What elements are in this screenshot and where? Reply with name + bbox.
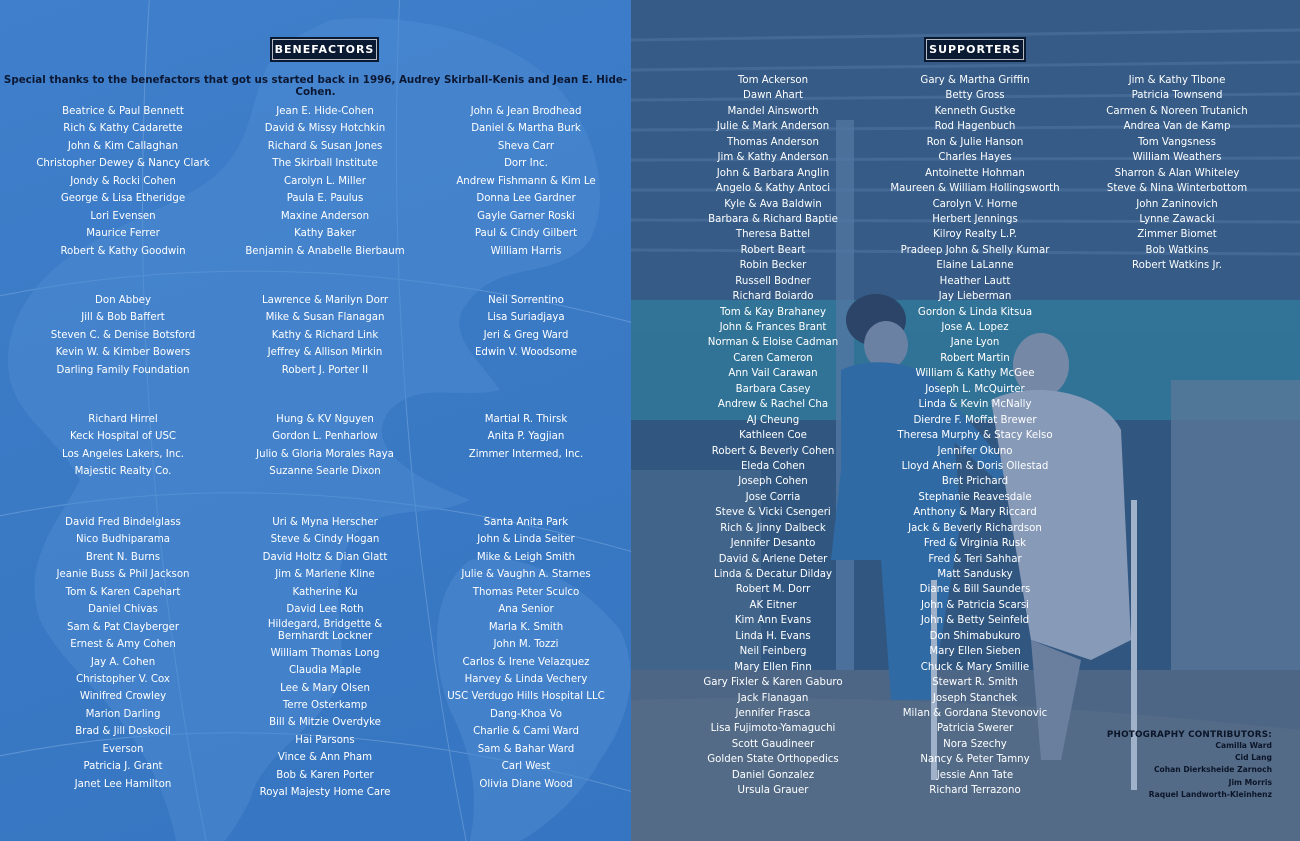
supporter-name: Chuck & Mary Smillie — [920, 661, 1030, 673]
benefactor-name: Christopher Dewey & Nancy Clark — [36, 158, 210, 170]
photography-contributor: Camilla Ward — [1215, 741, 1272, 750]
supporter-name: Jim & Kathy Anderson — [717, 152, 829, 164]
supporter-name: Richard Terrazono — [929, 785, 1021, 797]
benefactor-name: Maxine Anderson — [280, 210, 370, 222]
benefactor-name: Santa Anita Park — [483, 517, 569, 528]
benefactor-name: Daniel Chivas — [88, 604, 158, 616]
supporter-name: Zimmer Biomet — [1137, 229, 1217, 241]
benefactors-page — [0, 0, 631, 841]
supporter-name: Barbara Casey — [735, 383, 811, 395]
benefactor-name: Sam & Bahar Ward — [477, 743, 575, 755]
supporter-name: Stewart R. Smith — [932, 677, 1018, 689]
supporter-name: Nora Szechy — [943, 738, 1007, 750]
benefactor-name: Janet Lee Hamilton — [74, 778, 172, 790]
supporter-name: Robert & Beverly Cohen — [711, 445, 835, 457]
benefactor-column — [225, 514, 425, 802]
supporter-name: Betty Gross — [945, 90, 1005, 102]
supporter-name: Jim & Kathy Tibone — [1128, 75, 1226, 86]
benefactor-name: Rich & Kathy Cadarette — [63, 123, 183, 135]
benefactor-name: Mike & Susan Flanagan — [265, 312, 385, 324]
supporter-name: Scott Gaudineer — [731, 738, 815, 750]
benefactor-name: Sam & Pat Clayberger — [66, 621, 180, 633]
supporter-name: Fred & Teri Sahhar — [928, 553, 1022, 565]
benefactor-name: Ernest & Amy Cohen — [70, 639, 176, 651]
benefactor-name: Robert & Kathy Goodwin — [60, 245, 186, 257]
benefactor-name: Nico Budhiparama — [75, 534, 171, 546]
benefactor-name: Jean E. Hide-Cohen — [276, 106, 374, 117]
benefactor-column — [23, 292, 223, 379]
supporter-name: Robert Beart — [740, 244, 806, 256]
benefactor-name: Neil Sorrentino — [488, 295, 564, 306]
benefactor-name: Jeanie Buss & Phil Jackson — [56, 569, 190, 581]
supporter-name: Kyle & Ava Baldwin — [724, 198, 822, 210]
supporter-name: Don Shimabukuro — [929, 630, 1021, 642]
benefactor-name: Darling Family Foundation — [56, 364, 190, 376]
benefactor-name: Jill & Bob Baffert — [81, 312, 165, 324]
supporter-name: Linda & Decatur Dilday — [713, 569, 833, 580]
benefactor-name: David Lee Roth — [286, 604, 364, 616]
supporter-name: Patricia Townsend — [1131, 90, 1223, 102]
supporter-name: AK Eitner — [749, 599, 797, 611]
benefactor-name: David & Missy Hotchkin — [264, 123, 386, 135]
supporter-name: Robert Martin — [940, 352, 1010, 364]
supporter-name: Norman & Eloise Cadman — [707, 337, 839, 349]
supporter-name: Anthony & Mary Riccard — [913, 507, 1037, 519]
supporter-name: Joseph Stanchek — [932, 692, 1018, 704]
benefactors-heading: BENEFACTORS — [271, 38, 378, 61]
supporter-name: Pradeep John & Shelly Kumar — [900, 244, 1050, 256]
supporter-name: Jack Flanagan — [737, 692, 809, 704]
supporter-name: Bob Watkins — [1145, 244, 1209, 256]
supporter-name: Bret Prichard — [941, 476, 1009, 488]
supporter-name: Elaine LaLanne — [936, 260, 1014, 272]
benefactor-name: Olivia Diane Wood — [479, 778, 573, 790]
benefactor-name: George & Lisa Etheridge — [60, 193, 186, 205]
benefactor-name: Royal Majesty Home Care — [259, 787, 391, 799]
supporter-name: Rich & Jinny Dalbeck — [720, 522, 826, 534]
supporter-name: Maureen & William Hollingsworth — [890, 183, 1060, 195]
supporter-name: John & Patricia Scarsi — [920, 599, 1030, 611]
supporter-name: John & Frances Brant — [719, 322, 827, 333]
supporter-name: Steve & Nina Winterbottom — [1106, 183, 1248, 195]
supporter-name: Charles Hayes — [938, 152, 1012, 164]
benefactor-name: Lisa Suriadjaya — [487, 312, 565, 324]
benefactor-name: Charlie & Cami Ward — [473, 726, 579, 738]
supporter-name: William & Kathy McGee — [915, 368, 1035, 380]
supporter-name: Carmen & Noreen Trutanich — [1106, 105, 1248, 117]
benefactor-name: Zimmer Intermed, Inc. — [468, 448, 584, 460]
benefactor-name: Don Abbey — [95, 295, 151, 306]
supporter-name: Herbert Jennings — [932, 213, 1018, 225]
supporter-name: Ron & Julie Hanson — [926, 136, 1024, 148]
benefactor-name: Marion Darling — [85, 708, 161, 720]
supporter-name: Diane & Bill Saunders — [919, 584, 1031, 596]
benefactor-name: Patricia J. Grant — [83, 761, 163, 773]
benefactor-name: Marla K. Smith — [488, 621, 564, 633]
supporter-column — [870, 73, 1080, 799]
supporter-name: Fred & Virginia Rusk — [923, 538, 1027, 550]
benefactor-column — [426, 411, 626, 463]
benefactor-name: Winifred Crowley — [79, 691, 167, 703]
benefactor-name: John & Jean Brodhead — [470, 106, 582, 117]
supporter-name: Ursula Grauer — [737, 785, 809, 797]
supporter-name: Kathleen Coe — [739, 430, 807, 442]
benefactor-name: Brent N. Burns — [85, 551, 161, 563]
supporter-name: Golden State Orthopedics — [707, 754, 839, 766]
benefactor-name: John M. Tozzi — [493, 639, 559, 651]
supporter-name: Joseph Cohen — [738, 476, 808, 488]
benefactor-name: William Thomas Long — [270, 647, 380, 659]
benefactor-name: Kevin W. & Kimber Bowers — [55, 347, 191, 359]
supporter-name: John & Betty Seinfeld — [920, 615, 1030, 627]
supporter-name: Russell Bodner — [735, 275, 811, 287]
benefactor-name: Julio & Gloria Morales Raya — [256, 448, 394, 460]
benefactor-name: Robert J. Porter II — [281, 364, 369, 376]
benefactor-name: Kathy & Richard Link — [271, 329, 379, 341]
benefactor-name: The Skirball Institute — [272, 158, 378, 170]
benefactor-name: Dang-Khoa Vo — [490, 708, 562, 720]
benefactor-column — [225, 292, 425, 379]
benefactor-column — [23, 103, 223, 260]
benefactor-name: Donna Lee Gardner — [476, 193, 576, 205]
supporter-name: Gordon & Linda Kitsua — [917, 306, 1033, 318]
benefactor-name: Andrew Fishmann & Kim Le — [456, 175, 596, 187]
benefactor-column — [426, 514, 626, 793]
benefactor-name: Brad & Jill Doskocil — [75, 726, 171, 738]
supporter-name: Gary Fixler & Karen Gaburo — [703, 677, 843, 689]
benefactor-name: Ana Senior — [498, 604, 554, 616]
benefactor-name: Bill & Mitzie Overdyke — [269, 717, 381, 729]
supporter-name: Rod Hagenbuch — [934, 121, 1016, 133]
supporters-page — [631, 0, 1300, 841]
benefactor-name: Keck Hospital of USC — [69, 431, 177, 443]
supporter-name: Tom Ackerson — [737, 75, 809, 86]
benefactor-name: USC Verdugo Hills Hospital LLC — [447, 691, 605, 703]
benefactor-name: Vince & Ann Pham — [277, 752, 373, 764]
benefactor-name: Kathy Baker — [294, 228, 356, 240]
supporter-name: Richard Boiardo — [732, 291, 814, 303]
benefactor-name: Carl West — [501, 761, 551, 773]
benefactor-name: Gordon L. Penharlow — [272, 431, 378, 443]
supporter-name: Milan & Gordana Stevonovic — [902, 707, 1048, 719]
photography-contributor: Cid Lang — [1234, 753, 1272, 763]
supporter-name: Neil Feinberg — [739, 646, 807, 658]
supporters-heading: SUPPORTERS — [925, 38, 1025, 61]
supporter-name: William Weathers — [1132, 152, 1222, 164]
photography-contributor: Cohan Dierksheide Zarnoch — [1153, 765, 1272, 775]
supporter-name: Thomas Anderson — [727, 136, 819, 148]
supporter-name: Theresa Battel — [735, 229, 811, 241]
supporter-name: John Zaninovich — [1136, 198, 1218, 210]
benefactor-name: Maurice Ferrer — [86, 228, 160, 240]
supporter-name: Patricia Swerer — [936, 723, 1014, 735]
supporter-name: Lloyd Ahern & Doris Ollestad — [901, 460, 1049, 472]
benefactor-column — [426, 103, 626, 260]
benefactor-name: Daniel & Martha Burk — [471, 123, 581, 135]
benefactor-name: Anita P. Yagjian — [487, 431, 565, 443]
supporter-name: Eleda Cohen — [740, 460, 805, 472]
photography-credits-title: PHOTOGRAPHY CONTRIBUTORS: — [1106, 730, 1272, 740]
benefactor-name: Sheva Carr — [497, 140, 555, 152]
photography-contributor: Jim Morris — [1228, 777, 1272, 787]
benefactor-name: Uri & Myna Herscher — [272, 517, 378, 528]
benefactor-name: Jay A. Cohen — [90, 656, 156, 668]
supporter-name: Dawn Ahart — [743, 90, 803, 102]
supporter-name: Mandel Ainsworth — [727, 105, 819, 117]
supporter-name: Lynne Zawacki — [1139, 213, 1215, 225]
benefactor-name: Beatrice & Paul Bennett — [62, 106, 184, 117]
supporter-name: Andrew & Rachel Cha — [717, 399, 829, 411]
benefactor-name: David Holtz & Dian Glatt — [262, 551, 388, 563]
benefactor-name: Edwin V. Woodsome — [474, 347, 578, 359]
benefactor-column — [23, 411, 223, 481]
benefactor-name: Richard & Susan Jones — [267, 140, 383, 152]
benefactor-name: Hung & KV Nguyen — [276, 414, 374, 425]
benefactor-name: Carolyn L. Miller — [284, 175, 366, 187]
benefactor-name: Terre Osterkamp — [282, 699, 368, 711]
supporter-name: Nancy & Peter Tamny — [920, 754, 1030, 766]
supporter-name: Jay Lieberman — [938, 291, 1012, 303]
supporter-name: Gary & Martha Griffin — [920, 75, 1030, 86]
supporter-name: Jessie Ann Tate — [936, 769, 1014, 781]
supporter-name: Linda & Kevin McNally — [918, 399, 1032, 411]
benefactor-name: Gayle Garner Roski — [477, 210, 575, 222]
benefactor-name: Martial R. Thirsk — [484, 414, 568, 425]
supporter-name: Mary Ellen Finn — [734, 661, 812, 673]
supporter-name: Joseph L. McQuirter — [925, 383, 1025, 395]
supporter-name: Jennifer Okuno — [937, 445, 1013, 457]
photography-credits — [1107, 730, 1272, 801]
benefactor-name: Lee & Mary Olsen — [280, 682, 370, 694]
supporter-name: Caren Cameron — [733, 352, 813, 364]
supporter-name: AJ Cheung — [746, 414, 800, 426]
benefactor-name: Paula E. Paulus — [286, 193, 364, 205]
benefactor-column — [225, 103, 425, 260]
supporter-name: Heather Lautt — [939, 275, 1011, 287]
supporter-name: Jennifer Frasca — [735, 707, 811, 719]
benefactor-column — [426, 292, 626, 362]
supporter-name: Andrea Van de Kamp — [1123, 121, 1231, 133]
benefactor-name: William Harris — [490, 245, 562, 257]
benefactor-column — [23, 514, 223, 793]
supporter-column — [1072, 73, 1282, 274]
supporter-column — [668, 73, 878, 799]
supporter-name: Matt Sandusky — [937, 569, 1013, 580]
supporter-name: David & Arlene Deter — [718, 553, 828, 565]
benefactor-name: Harvey & Linda Vechery — [464, 673, 588, 685]
benefactor-name: Tom & Karen Capehart — [65, 586, 181, 598]
supporter-name: Jennifer Desanto — [730, 538, 816, 550]
benefactor-name: Los Angeles Lakers, Inc. — [61, 448, 185, 460]
supporter-name: Antoinette Hohman — [925, 167, 1025, 179]
supporter-name: John & Barbara Anglin — [716, 167, 830, 179]
supporter-name: Dierdre F. Moffat Brewer — [913, 414, 1037, 426]
supporter-name: Robert Watkins Jr. — [1132, 260, 1222, 272]
benefactor-name: Hai Parsons — [295, 734, 355, 746]
supporter-name: Mary Ellen Sieben — [929, 646, 1021, 658]
benefactor-name: Jeri & Greg Ward — [483, 329, 569, 341]
supporter-name: Carolyn V. Horne — [932, 198, 1018, 210]
benefactor-name: Julie & Vaughn A. Starnes — [461, 569, 591, 581]
supporter-name: Ann Vail Carawan — [728, 368, 818, 380]
benefactor-name: David Fred Bindelglass — [65, 517, 181, 528]
benefactor-name: Thomas Peter Sculco — [472, 586, 580, 598]
benefactor-name: Jondy & Rocki Cohen — [70, 175, 176, 187]
benefactor-name: Christopher V. Cox — [76, 673, 170, 685]
benefactor-name: Jeffrey & Allison Mirkin — [267, 347, 383, 359]
photography-credits-list — [1107, 740, 1272, 801]
benefactor-name: Suzanne Searle Dixon — [269, 466, 381, 478]
supporter-name: Linda H. Evans — [735, 630, 811, 642]
supporter-name: Robin Becker — [739, 260, 807, 272]
benefactor-name: Lori Evensen — [90, 210, 156, 222]
supporter-name: Lisa Fujimoto-Yamaguchi — [710, 723, 836, 735]
supporter-name: Robert M. Dorr — [735, 584, 811, 596]
benefactor-name: Hildegard, Bridgette & Bernhardt Lockner — [267, 618, 383, 642]
benefactor-name: Everson — [102, 743, 144, 755]
supporter-name: Sharron & Alan Whiteley — [1114, 167, 1240, 179]
benefactor-name: Claudia Maple — [288, 665, 362, 677]
supporter-name: Jack & Beverly Richardson — [908, 522, 1042, 534]
benefactor-name: Steven C. & Denise Botsford — [50, 329, 196, 341]
supporter-name: Theresa Murphy & Stacy Kelso — [897, 430, 1053, 442]
benefactor-name: Dorr Inc. — [504, 158, 548, 170]
supporter-name: Tom Vangsness — [1138, 136, 1216, 148]
supporter-name: Jose A. Lopez — [941, 322, 1009, 333]
supporter-name: Stephanie Reavesdale — [918, 491, 1032, 503]
supporter-name: Jane Lyon — [950, 337, 1000, 349]
benefactor-name: Lawrence & Marilyn Dorr — [261, 295, 389, 306]
photography-contributor: Raquel Landworth-Kleinhenz — [1148, 789, 1272, 799]
benefactor-name: Paul & Cindy Gilbert — [474, 228, 578, 240]
supporter-name: Jose Corria — [745, 491, 801, 503]
benefactor-name: Carlos & Irene Velazquez — [462, 656, 590, 668]
benefactor-name: Steve & Cindy Hogan — [270, 534, 380, 546]
benefactor-name: Benjamin & Anabelle Bierbaum — [245, 245, 405, 257]
supporter-name: Barbara & Richard Baptie — [708, 213, 838, 225]
benefactor-name: Majestic Realty Co. — [74, 466, 172, 478]
benefactor-name: Mike & Leigh Smith — [476, 551, 576, 563]
supporter-name: Steve & Vicki Csengeri — [715, 507, 831, 519]
supporter-name: Tom & Kay Brahaney — [720, 306, 826, 318]
supporter-name: Daniel Gonzalez — [731, 769, 815, 781]
benefactors-intro-text: Special thanks to the benefactors that got us started back in 1996, Audrey Skirball-Kenis and Jean E. Hide-Cohen. — [3, 74, 628, 98]
benefactor-column — [225, 411, 425, 481]
supporter-name: Kim Ann Evans — [734, 615, 812, 627]
benefactor-name: Bob & Karen Porter — [276, 769, 374, 781]
benefactor-name: Jim & Marlene Kline — [275, 569, 375, 581]
benefactor-name: John & Kim Callaghan — [67, 140, 179, 152]
benefactor-name: Katherine Ku — [292, 586, 358, 598]
benefactor-name: Richard Hirrel — [88, 414, 158, 425]
supporter-name: Kenneth Gustke — [934, 105, 1016, 117]
supporter-name: Kilroy Realty L.P. — [933, 229, 1017, 241]
supporter-name: Julie & Mark Anderson — [716, 121, 830, 133]
supporter-name: Angelo & Kathy Antoci — [715, 183, 831, 195]
benefactor-name: John & Linda Seiter — [477, 534, 575, 546]
